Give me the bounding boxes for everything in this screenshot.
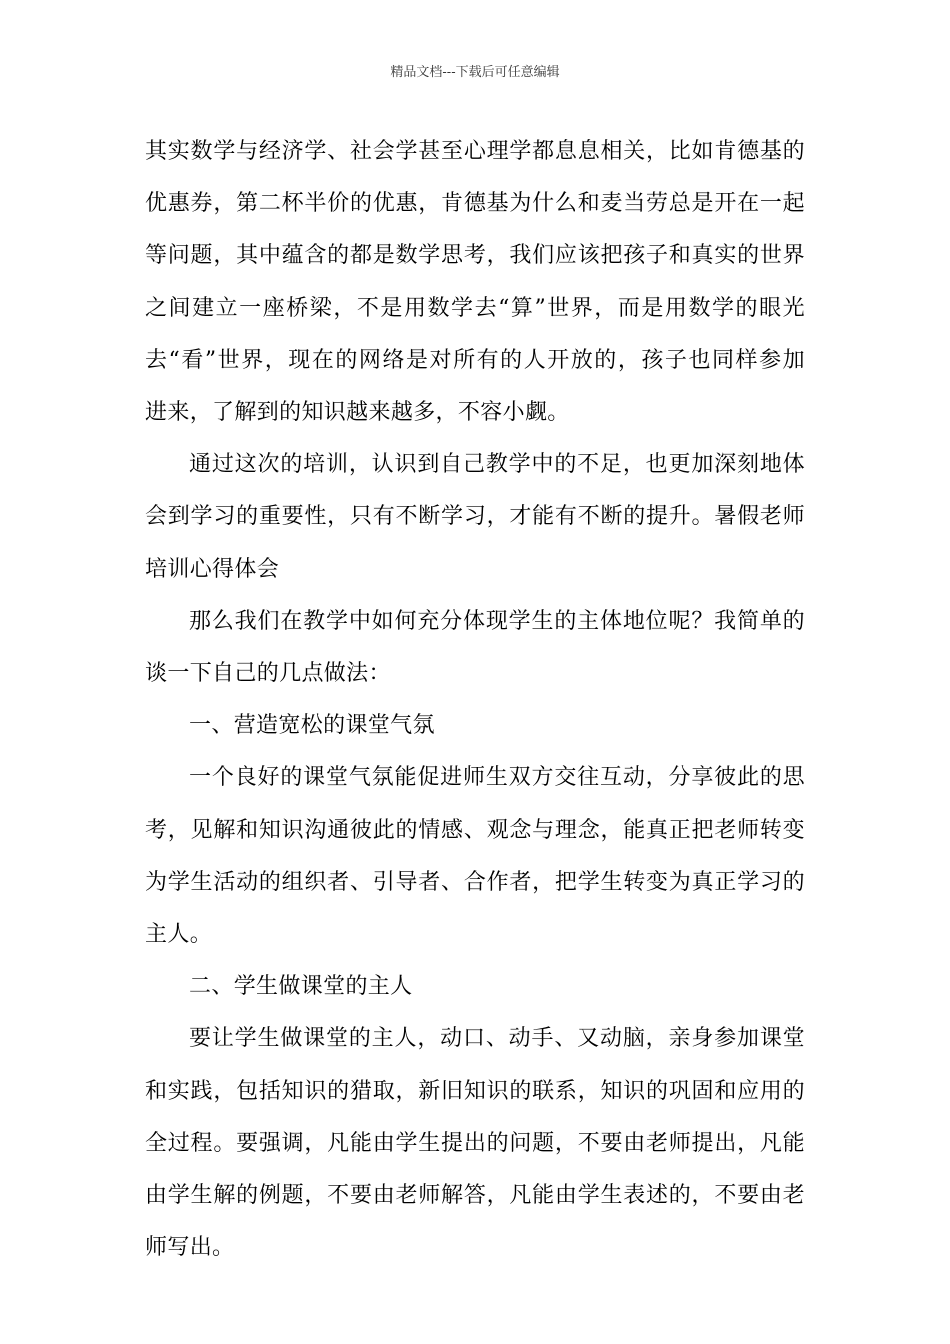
text-line: 全过程。要强调，凡能由学生提出的问题，不要由老师提出，凡能 (145, 1130, 805, 1156)
text-line: 二、学生做课堂的主人 (189, 974, 413, 1000)
text-line: 其实数学与经济学、社会学甚至心理学都息息相关，比如肯德基的 (145, 139, 805, 164)
paragraph (145, 596, 805, 700)
paragraph (145, 126, 805, 439)
text-line: 和实践，包括知识的猎取，新旧知识的联系，知识的巩固和应用的 (145, 1078, 805, 1104)
text-line: 之间建立一座桥梁，不是用数学去“算”世界，而是用数学的眼光 (145, 295, 805, 321)
section-heading (145, 700, 805, 752)
text-line: 去“看”世界，现在的网络是对所有的人开放的，孩子也同样参加 (145, 347, 805, 373)
text-line: 主人。 (145, 922, 213, 948)
text-line: 谈一下自己的几点做法： (145, 661, 391, 687)
text-line: 等问题，其中蕴含的都是数学思考，我们应该把孩子和真实的世界 (145, 243, 805, 269)
text-line: 为学生活动的组织者、引导者、合作者，把学生转变为真正学习的 (145, 869, 805, 895)
section-heading (145, 961, 805, 1013)
paragraph (145, 1013, 805, 1274)
text-line: 会到学习的重要性，只有不断学习，才能有不断的提升。暑假老师 (145, 504, 805, 530)
text-line: 培训心得体会 (145, 556, 280, 582)
text-line: 由学生解的例题，不要由老师解答，凡能由学生表述的，不要由老 (145, 1183, 805, 1209)
text-line: 师写出。 (145, 1235, 235, 1261)
paragraph (145, 439, 805, 596)
text-line: 一、营造宽松的课堂气氛 (189, 713, 435, 739)
document-body (145, 126, 805, 1274)
text-line: 优惠券，第二杯半价的优惠，肯德基为什么和麦当劳总是开在一起 (145, 191, 805, 217)
text-line: 通过这次的培训，认识到自己教学中的不足，也更加深刻地体 (189, 452, 805, 478)
text-line: 要让学生做课堂的主人，动口、动手、又动脑，亲身参加课堂 (189, 1026, 805, 1052)
text-line: 进来，了解到的知识越来越多，不容小觑。 (145, 400, 570, 426)
text-line: 考，见解和知识沟通彼此的情感、观念与理念，能真正把老师转变 (145, 817, 805, 843)
text-line: 那么我们在教学中如何充分体现学生的主体地位呢？我简单的 (189, 608, 805, 634)
paragraph (145, 752, 805, 961)
page-header: 精品文档---下载后可任意编辑 (390, 65, 560, 80)
text-line: 一个良好的课堂气氛能促进师生双方交往互动，分享彼此的思 (189, 765, 805, 791)
